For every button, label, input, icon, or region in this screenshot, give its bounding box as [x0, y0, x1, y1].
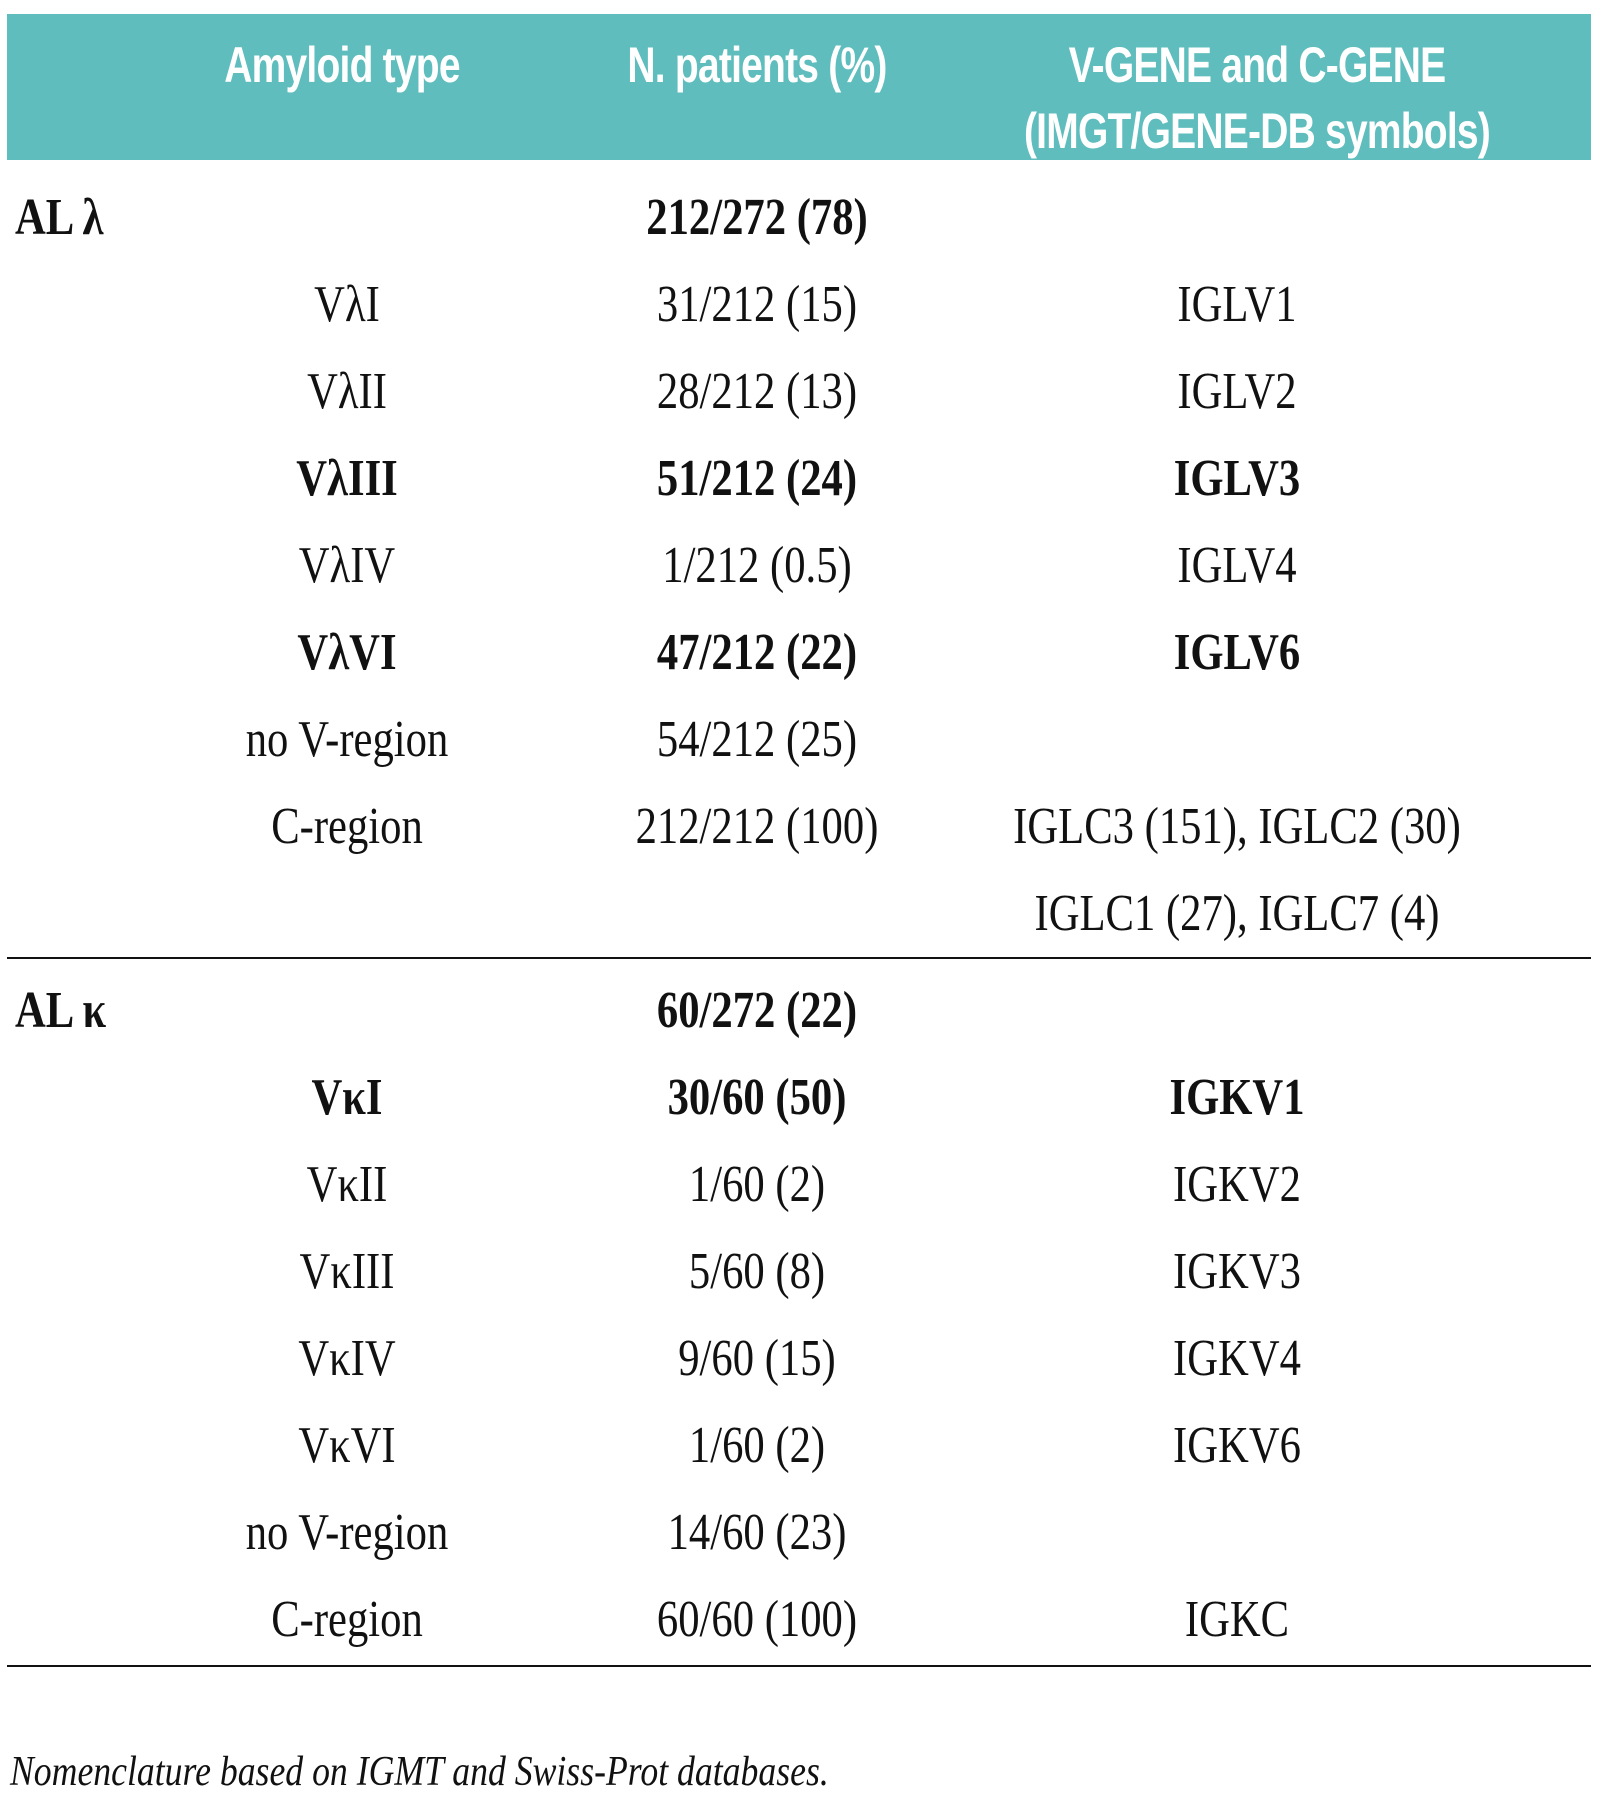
- gene-cell: IGLC1 (27), IGLC7 (4): [1034, 885, 1440, 942]
- table-footnote: Nomenclature based on IGMT and Swiss-Prot databases.: [10, 1749, 829, 1795]
- patients-cell: 212/212 (100): [635, 798, 879, 855]
- table-row: [7, 1228, 1591, 1315]
- patients-cell: 54/212 (25): [656, 711, 858, 768]
- patients-cell: 1/60 (2): [688, 1417, 826, 1474]
- patients-cell: 51/212 (24): [656, 450, 858, 507]
- amyloid-type-cell: VλI: [314, 276, 380, 333]
- gene-cell: IGLC3 (151), IGLC2 (30): [1013, 798, 1461, 855]
- header-gene-line2: (IMGT/GENE-DB symbols): [1023, 103, 1491, 159]
- table-row: [7, 1402, 1591, 1489]
- amyloid-type-cell: VκI: [311, 1069, 383, 1126]
- table-row: [7, 261, 1591, 348]
- amyloid-type-cell: VκIII: [299, 1243, 395, 1300]
- header-amyloid-type: Amyloid type: [224, 37, 460, 93]
- table-section: [7, 959, 1591, 1663]
- amyloid-type-cell: VκII: [306, 1156, 388, 1213]
- gene-cell: IGLV1: [1177, 276, 1297, 333]
- gene-cell: IGKV6: [1173, 1417, 1301, 1474]
- amyloid-type-cell: C-region: [271, 1591, 423, 1648]
- header-gene-line1: V-GENE and C-GENE: [1068, 37, 1446, 93]
- patients-cell: 5/60 (8): [688, 1243, 826, 1300]
- section-divider: [7, 1665, 1591, 1667]
- group-row: [7, 174, 1591, 261]
- gene-cell: IGKV3: [1173, 1243, 1301, 1300]
- table-row: [7, 1141, 1591, 1228]
- table-row: [7, 696, 1591, 783]
- patients-cell: 1/60 (2): [688, 1156, 826, 1213]
- gene-cell: IGKV2: [1173, 1156, 1301, 1213]
- amyloid-type-cell: VκVI: [298, 1417, 396, 1474]
- table-row: [7, 1489, 1591, 1576]
- amyloid-type-cell: VλII: [307, 363, 387, 420]
- gene-cell: IGLV6: [1173, 624, 1301, 681]
- gene-cell: IGKV4: [1173, 1330, 1301, 1387]
- header-gene-symbols: [984, 32, 1530, 164]
- table-row: [7, 1315, 1591, 1402]
- patients-cell: 14/60 (23): [667, 1504, 847, 1561]
- table-row: [7, 1576, 1591, 1663]
- table-section: [7, 160, 1591, 957]
- amyloid-type-cell: no V-region: [245, 711, 449, 768]
- gene-cell: IGKC: [1184, 1591, 1290, 1648]
- group-count: 212/272 (78): [646, 189, 868, 246]
- table-row: [7, 522, 1591, 609]
- amyloid-type-cell: VλIV: [298, 537, 396, 594]
- amyloid-type-cell: VλVI: [297, 624, 397, 681]
- group-row: [7, 967, 1591, 1054]
- amyloid-table: [7, 14, 1591, 1667]
- patients-cell: 60/60 (100): [656, 1591, 858, 1648]
- table-row: [7, 609, 1591, 696]
- table-row: [7, 348, 1591, 435]
- patients-cell: 30/60 (50): [667, 1069, 847, 1126]
- table-row: [7, 783, 1591, 870]
- table-row: [7, 435, 1591, 522]
- header-n-patients: N. patients (%): [627, 37, 887, 93]
- group-label: AL κ: [15, 982, 107, 1039]
- patients-cell: 9/60 (15): [678, 1330, 836, 1387]
- table-header: [7, 14, 1591, 160]
- patients-cell: 47/212 (22): [656, 624, 858, 681]
- patients-cell: 31/212 (15): [656, 276, 858, 333]
- amyloid-type-cell: no V-region: [245, 1504, 449, 1561]
- gene-cell: IGLV3: [1173, 450, 1301, 507]
- table-row: [7, 1054, 1591, 1141]
- patients-cell: 28/212 (13): [656, 363, 858, 420]
- table-body: [7, 160, 1591, 1667]
- group-count: 60/272 (22): [656, 982, 858, 1039]
- amyloid-type-cell: C-region: [271, 798, 423, 855]
- patients-cell: 1/212 (0.5): [662, 537, 852, 594]
- amyloid-type-cell: VκIV: [298, 1330, 396, 1387]
- table-row: [7, 870, 1591, 957]
- gene-cell: IGKV1: [1169, 1069, 1305, 1126]
- group-label: AL λ: [15, 189, 104, 246]
- amyloid-type-cell: VλIII: [296, 450, 398, 507]
- gene-cell: IGLV4: [1177, 537, 1297, 594]
- gene-cell: IGLV2: [1177, 363, 1297, 420]
